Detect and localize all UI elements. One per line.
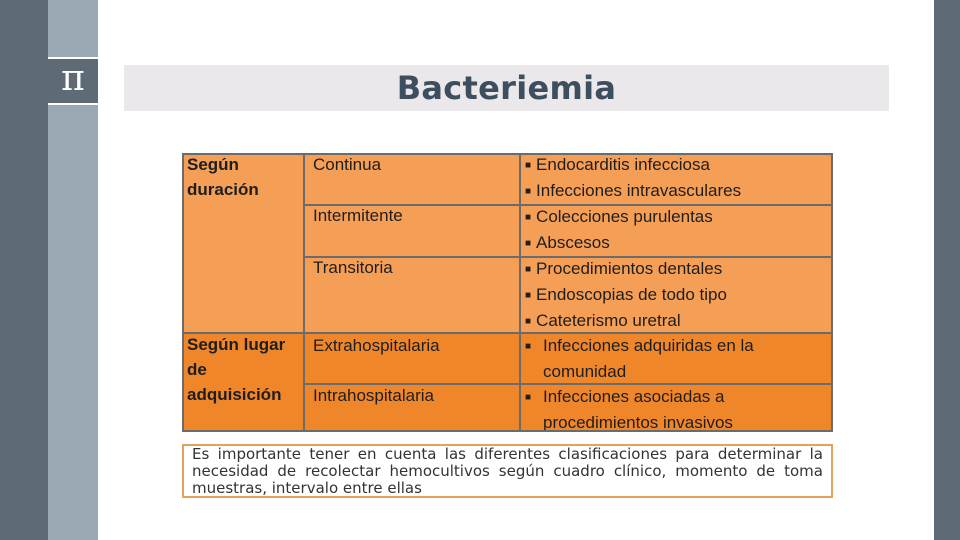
- bullet-icon: ■: [525, 160, 532, 171]
- table-divider: [519, 155, 521, 432]
- list-item: ■ Abscesos: [525, 233, 610, 252]
- list-item: ■ Infecciones intravasculares: [525, 181, 742, 200]
- category-adquisicion: Según lugar de adquisición: [187, 335, 286, 404]
- table-divider: [303, 383, 833, 385]
- bullet-icon: ■: [525, 290, 532, 301]
- list-item: ■ Infecciones adquiridas en la comunidad: [525, 336, 754, 381]
- list-item: ■ Endocarditis infecciosa: [525, 155, 710, 174]
- bullet-icon: ■: [525, 392, 532, 403]
- list-item: ■ Colecciones purulentas: [525, 207, 713, 226]
- bullet-icon: ■: [525, 238, 532, 249]
- slide-title: Bacteriemia: [396, 69, 617, 107]
- table-divider: [184, 332, 833, 334]
- bullet-icon: ■: [525, 212, 532, 223]
- list-item: ■ Endoscopias de todo tipo: [525, 285, 727, 304]
- category-duracion: Según duración: [187, 155, 259, 199]
- right-decor-strip: [934, 0, 960, 540]
- list-item: ■ Procedimientos dentales: [525, 259, 723, 278]
- classification-table: [182, 153, 833, 432]
- pi-glyph: π: [61, 58, 85, 99]
- list-item: ■ Cateterismo uretral: [525, 311, 681, 330]
- list-item: ■ Infecciones asociadas a procedimientos invasivos: [525, 387, 733, 432]
- type-intrahospitalaria: Intrahospitalaria: [313, 386, 434, 405]
- items-continua: [521, 153, 831, 204]
- table-divider: [303, 256, 833, 258]
- bullet-icon: ■: [525, 316, 532, 327]
- items-intermitente: [521, 204, 831, 256]
- items-transitoria: [521, 256, 831, 334]
- note-text-box: Es importante tener en cuenta las diferentes clasificaciones para determinar la necesidad de recolectar hemocultivos según cuadro clínico, momento de toma muestras, intervalo entre ellas: [182, 444, 833, 498]
- title-bar: [124, 65, 889, 111]
- bullet-icon: ■: [525, 264, 532, 275]
- type-extrahospitalaria: Extrahospitalaria: [313, 336, 440, 355]
- pi-logo-icon: [48, 57, 98, 105]
- type-transitoria: Transitoria: [313, 258, 393, 277]
- bullet-icon: ■: [525, 186, 532, 197]
- table-divider: [303, 204, 833, 206]
- table-divider: [303, 155, 305, 432]
- type-intermitente: Intermitente: [313, 206, 403, 225]
- left-decor-strip: [0, 0, 48, 540]
- items-extrahospitalaria: [521, 333, 791, 384]
- bullet-icon: ■: [525, 341, 532, 352]
- items-intrahospitalaria: [521, 384, 781, 432]
- type-continua: Continua: [313, 155, 382, 174]
